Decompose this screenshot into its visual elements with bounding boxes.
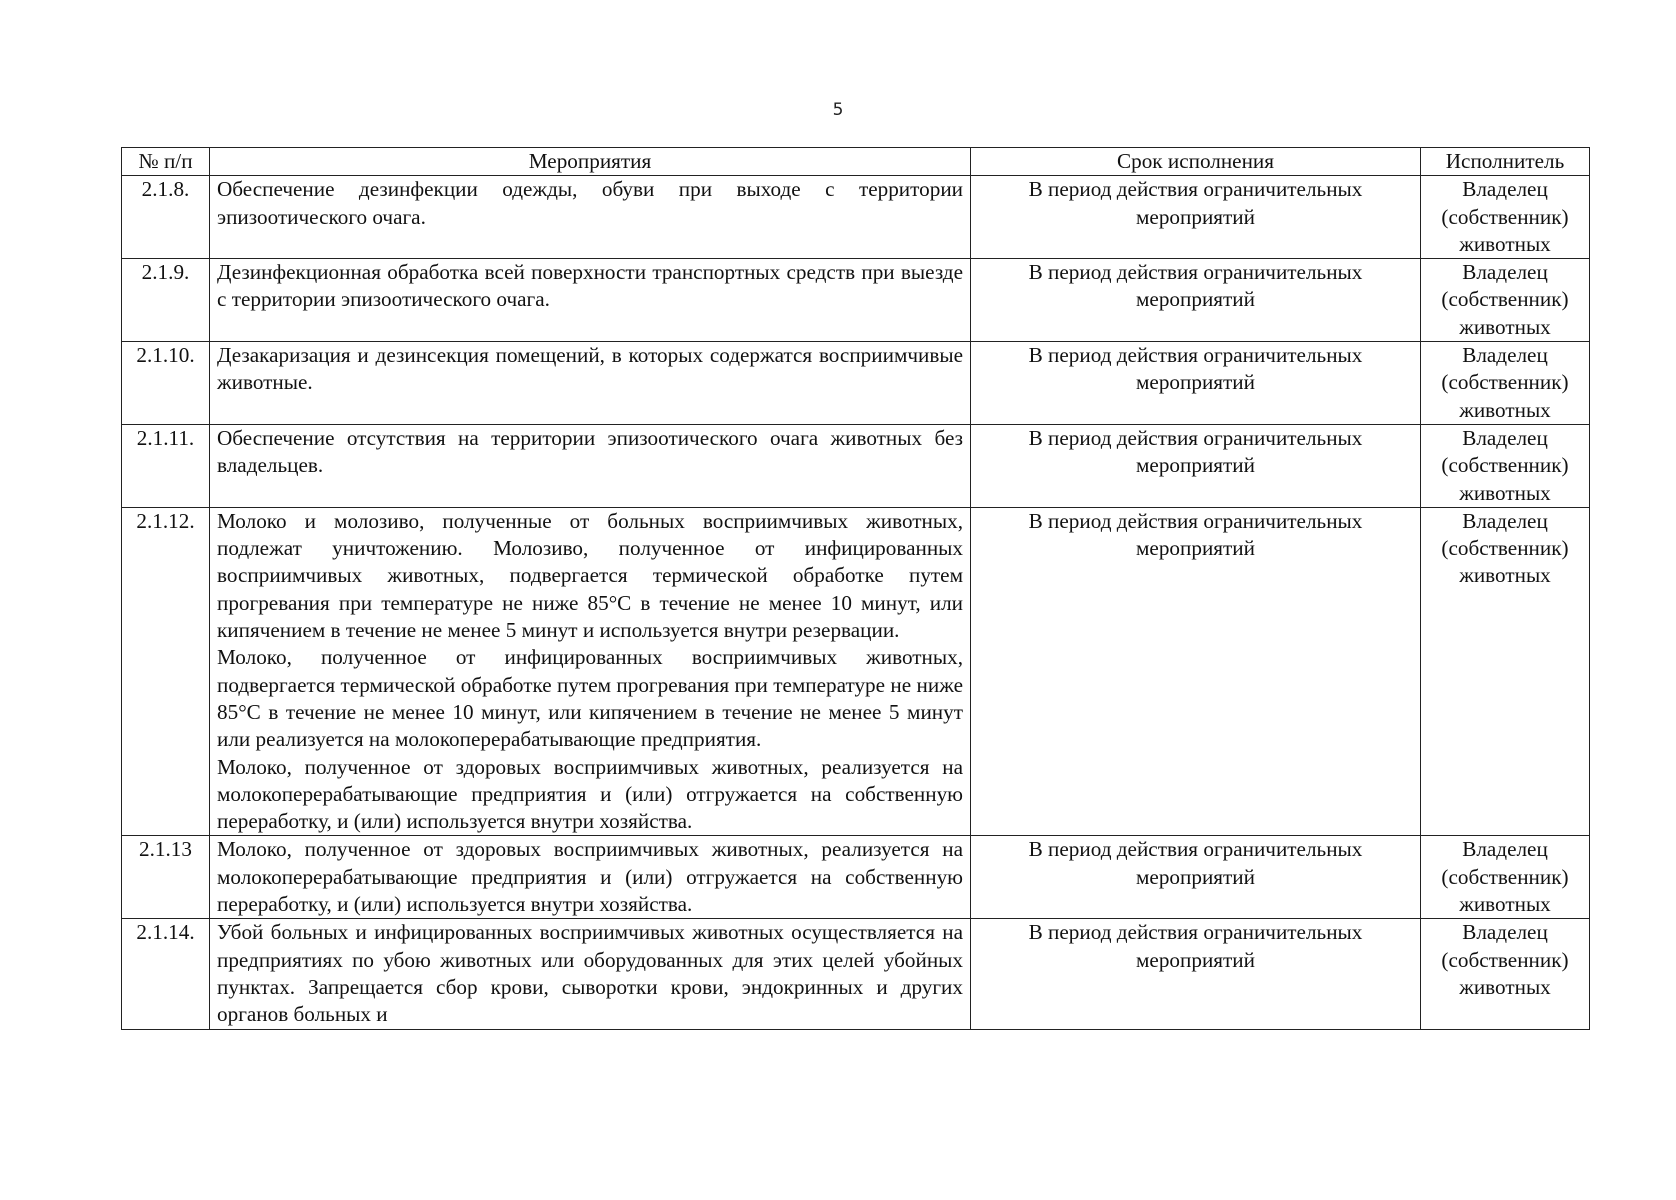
measure-paragraph: Обеспечение отсутствия на территории эпизоотического очага животных без владельцев. (217, 425, 963, 478)
row-number: 2.1.14. (122, 919, 210, 1029)
header-deadline: Срок исполнения (971, 148, 1421, 176)
row-number: 2.1.11. (122, 424, 210, 507)
table-row (122, 919, 1590, 1029)
measure-paragraph: Дезакаризация и дезинсекция помещений, в которых содержатся восприимчивые животные. (217, 343, 963, 395)
row-deadline: В период действия ограничительных мероприятий (971, 424, 1421, 507)
row-measure (210, 342, 971, 425)
header-num: № п/п (122, 148, 210, 176)
row-executor: Владелец (собственник) животных (1421, 424, 1590, 507)
table-row (122, 176, 1590, 259)
row-executor: Владелец (собственник) животных (1421, 919, 1590, 1029)
row-number: 2.1.8. (122, 176, 210, 259)
measure-paragraph: Молоко, полученное от инфицированных восприимчивых животных, подвергается термической обработке путем прогревания при температуре не ниже 85°С в течение не менее 10 минут, или кипячением в течение не менее 5 минут или реализуется на молокоперерабатывающие предприятия. (217, 645, 963, 752)
table-row (122, 424, 1590, 507)
table-row (122, 259, 1590, 342)
measure-paragraph: Молоко и молозиво, полученные от больных восприимчивых животных, подлежат уничтожению. Молозиво, полученное от инфицированных восприимчивых животных, подвергается термической обработке путем прогревания при температуре не ниже 85°С в течение не менее 10 минут, или кипячением в течение не менее 5 минут и используется внутри резервации. (217, 508, 963, 643)
row-number: 2.1.10. (122, 342, 210, 425)
row-measure (210, 836, 971, 919)
measure-paragraph: Дезинфекционная обработка всей поверхности транспортных средств при выезде с территории эпизоотического очага. (217, 260, 963, 312)
measure-paragraph: Молоко, полученное от здоровых восприимчивых животных, реализуется на молокоперерабатывающие предприятия и (или) отгружается на собственную переработку, и (или) используется внутри хозяйства. (217, 837, 963, 917)
page-number: 5 (832, 100, 844, 120)
row-measure (210, 424, 971, 507)
row-deadline: В период действия ограничительных мероприятий (971, 342, 1421, 425)
row-number: 2.1.9. (122, 259, 210, 342)
table-row (122, 507, 1590, 836)
measure-paragraph: Молоко, полученное от здоровых восприимчивых животных, реализуется на молокоперерабатывающие предприятия и (или) отгружается на собственную переработку, и (или) используется внутри хозяйства. (217, 754, 963, 834)
measures-table (121, 147, 1590, 1030)
row-measure (210, 919, 971, 1029)
row-executor: Владелец (собственник) животных (1421, 176, 1590, 259)
row-deadline: В период действия ограничительных мероприятий (971, 507, 1421, 836)
row-executor: Владелец (собственник) животных (1421, 342, 1590, 425)
header-executor: Исполнитель (1421, 148, 1590, 176)
row-deadline: В период действия ограничительных мероприятий (971, 176, 1421, 259)
measure-paragraph: Убой больных и инфицированных восприимчивых животных осуществляется на предприятиях по убою животных или оборудованных для этих целей убойных пунктах. Запрещается сбор крови, сыворотки крови, эндокринных и других органов больных и (217, 920, 963, 1027)
row-deadline: В период действия ограничительных мероприятий (971, 919, 1421, 1029)
row-deadline: В период действия ограничительных мероприятий (971, 259, 1421, 342)
header-measure: Мероприятия (210, 148, 971, 176)
table-row (122, 836, 1590, 919)
row-executor: Владелец (собственник) животных (1421, 836, 1590, 919)
measure-paragraph: Обеспечение дезинфекции одежды, обуви при выходе с территории эпизоотического очага. (217, 177, 963, 229)
row-measure (210, 259, 971, 342)
table-row (122, 342, 1590, 425)
row-number: 2.1.12. (122, 507, 210, 836)
row-measure (210, 176, 971, 259)
table-header-row (122, 148, 1590, 176)
row-number: 2.1.13 (122, 836, 210, 919)
row-executor: Владелец (собственник) животных (1421, 507, 1590, 836)
row-deadline: В период действия ограничительных мероприятий (971, 836, 1421, 919)
row-measure (210, 507, 971, 836)
row-executor: Владелец (собственник) животных (1421, 259, 1590, 342)
